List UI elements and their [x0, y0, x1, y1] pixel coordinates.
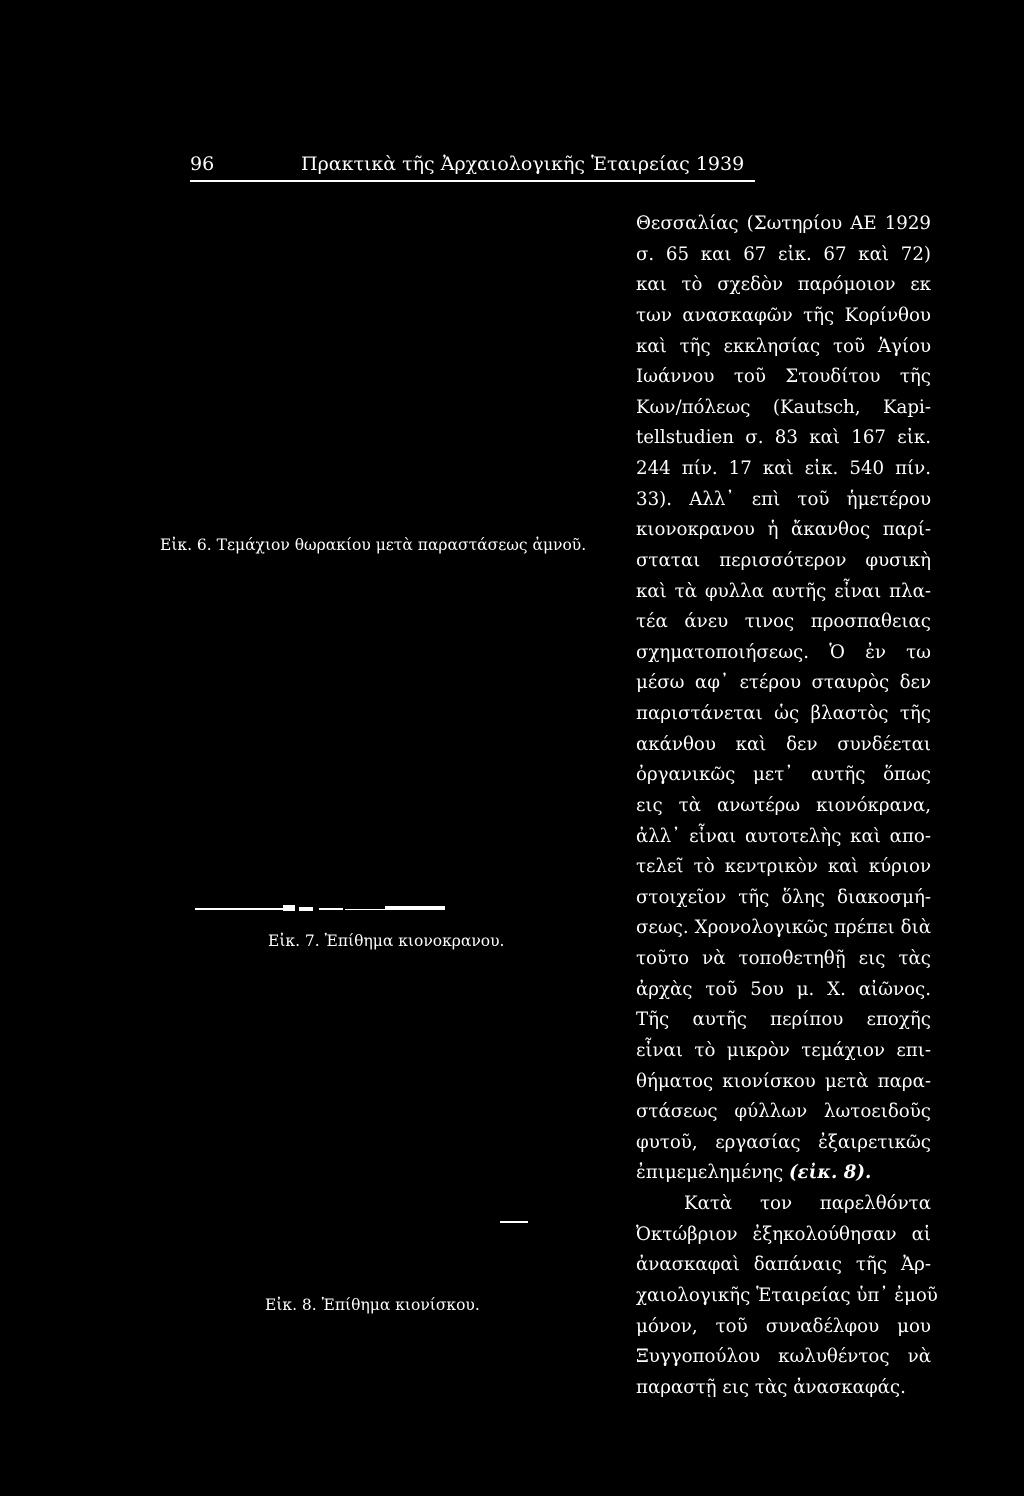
caption-figure-8: Εἰκ. 8. Ἐπίθημα κιονίσκου.: [265, 1296, 480, 1314]
body-text-column: [636, 209, 938, 1403]
body-line: τέα άνευ τινος προσπαθειας: [636, 611, 931, 633]
body-line: σεως. Χρονολογικῶς πρέπει διὰ: [636, 917, 931, 939]
body-line: στοιχεῖον τῆς ὅλης διακοσμή-: [636, 886, 931, 908]
figure-8-mark: [500, 1221, 528, 1223]
body-line: ὀργανικῶς μετ᾿ αυτῆς ὅπως: [636, 764, 931, 786]
body-line: των ανασκαφῶν τῆς Κορίνθου: [636, 304, 931, 326]
journal-title: Πρακτικὰ τῆς Ἀρχαιολογικῆς Ἑταιρείας 1939: [301, 153, 745, 175]
body-line-text: ἐπιμεμελημένης: [636, 1162, 784, 1184]
body-line: Κατὰ τον παρελθόντα: [684, 1193, 931, 1214]
body-line: Ὀκτώβριον ἐξηκολούθησαν αἱ: [636, 1223, 931, 1245]
body-line: στάσεως φύλλων λωτοειδοῦς: [636, 1101, 931, 1123]
body-line: Τῆς αυτῆς περίπου εποχῆς: [636, 1009, 931, 1031]
body-line: τοῦτο νὰ τοποθετηθῇ εις τὰς: [636, 948, 931, 969]
body-line: ἀνασκαφαὶ δαπάναις τῆς Ἀρ-: [636, 1254, 931, 1276]
body-line: ακάνθου καὶ δεν συνδέεται: [636, 733, 931, 755]
header-rule: [190, 180, 755, 182]
body-line: και τὸ σχεδὸν παρόμοιον εκ: [636, 274, 931, 296]
page-number: 96: [190, 153, 215, 175]
running-head: [181, 150, 755, 180]
body-line: tellstudien σ. 83 καὶ 167 εἰκ.: [636, 427, 931, 449]
body-line: καὶ τῆς εκκλησίας τοῦ Ἁγίου: [636, 335, 931, 357]
body-line: εις τὰ ανωτέρω κιονόκρανα,: [636, 794, 931, 816]
body-line: θήματος κιονίσκου μετὰ παρα-: [636, 1070, 931, 1092]
caption-figure-6: Εἰκ. 6. Τεμάχιον θωρακίου μετὰ παραστάσεως ἀμνοῦ.: [160, 536, 587, 554]
body-line: Ιωάννου τοῦ Στουδίτου τῆς: [636, 366, 931, 388]
body-line: χαιολογικῆς Ἑταιρείας ὑπ᾿ ἐμοῦ: [636, 1284, 938, 1306]
body-line: [636, 1158, 931, 1189]
body-line: ἀλλ᾿ εἶναι αυτοτελὴς καὶ απο-: [636, 825, 931, 847]
body-line: σχηματοποιήσεως. Ὁ ἐν τω: [636, 641, 931, 663]
body-line: μέσω αφ᾿ ετέρου σταυρὸς δεν: [636, 672, 931, 694]
body-line: τελεῖ τὸ κεντρικὸν καὶ κύριον: [636, 856, 931, 878]
body-line: μόνον, τοῦ συναδέλφου μου: [636, 1315, 931, 1337]
figure-reference: (εἰκ. 8).: [788, 1162, 872, 1184]
body-line: σ. 65 και 67 εἰκ. 67 καὶ 72): [636, 243, 931, 265]
body-line: σταται περισσότερον φυσικὴ: [636, 549, 931, 571]
body-line: Θεσσαλίας (Σωτηρίου ΑΕ 1929: [636, 213, 931, 234]
body-line: παραστῇ εις τὰς ἀνασκαφάς.: [636, 1376, 906, 1398]
body-line: 244 πίν. 17 καὶ εἰκ. 540 πίν.: [636, 458, 931, 479]
body-line: Κων/πόλεως (Kautsch, Kapi-: [636, 396, 931, 418]
body-line: κιονοκρανου ἡ ἄκανθος παρί-: [636, 519, 931, 541]
body-line: εἶναι τὸ μικρὸν τεμάχιον επι-: [636, 1039, 931, 1061]
body-line: καὶ τὰ φυλλα αυτῆς εἶναι πλα-: [636, 580, 931, 602]
body-line: Ξυγγοπούλου κωλυθέντος νὰ: [636, 1346, 931, 1368]
figure-7-image-strip: [195, 905, 445, 911]
body-line: παριστάνεται ὡς βλαστὸς τῆς: [636, 703, 931, 724]
caption-figure-7: Εἰκ. 7. Ἐπίθημα κιονοκρανου.: [268, 932, 505, 950]
body-line: ἀρχὰς τοῦ 5ου μ. Χ. αἰῶνος.: [636, 978, 931, 1000]
body-line: 33). Αλλ᾿ επὶ τοῦ ἡμετέρου: [636, 488, 931, 510]
body-line: φυτοῦ, εργασίας ἐξαιρετικῶς: [636, 1131, 931, 1153]
